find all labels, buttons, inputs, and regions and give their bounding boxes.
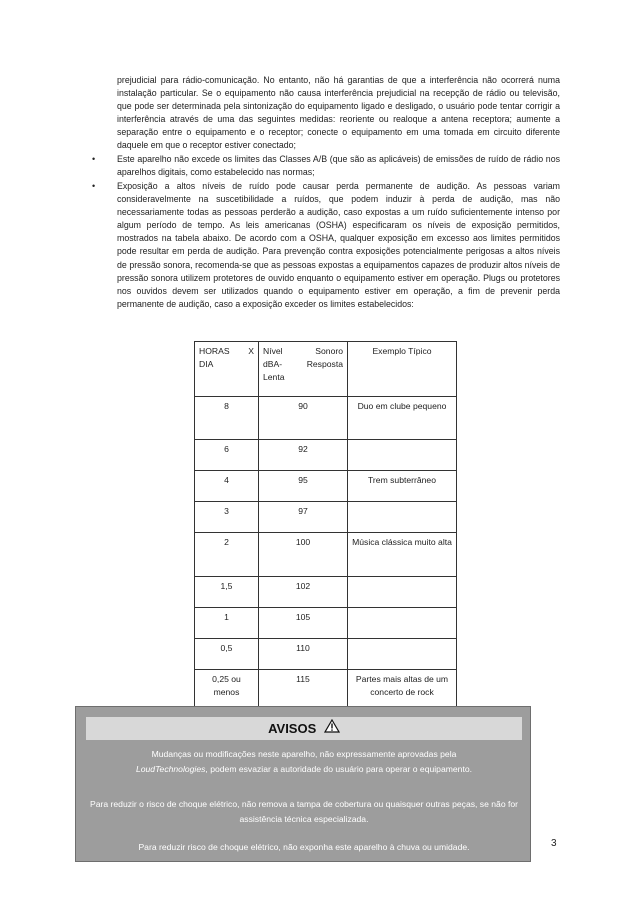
header-exemplo-tipico: Exemplo Típico (348, 342, 457, 397)
cell-exemplo (348, 577, 457, 608)
cell-horas: 8 (195, 397, 259, 440)
cell-exemplo (348, 502, 457, 533)
cell-exemplo: Trem subterrâneo (348, 471, 457, 502)
avisos-title: AVISOS (268, 721, 317, 736)
bullet-glyph: • (92, 154, 96, 164)
cell-exemplo (348, 440, 457, 471)
bullet-item-emissions (92, 153, 560, 179)
warning-triangle-icon (324, 717, 340, 740)
bullet-text: Exposição a altos níveis de ruído pode causar perda permanente de audição. As pessoas variam consideravelmente na suscetibilidade a ruídos, que podem induzir à perda de audição, mas não necessariamente todas as pessoas perderão a audição, caso expostas a um ruído suficientemente intenso por algum período de tempo. As leis americanas (OSHA) especificaram os níveis de exposição permitidos, mostrados na tabela abaixo. De acordo com a OSHA, qualquer exposição em excesso aos limites permitidos pode resultar em perda de audição. Para prevenção contra exposições potencialmente perigosas a altos níveis de pressão sonora, recomenda-se que as pessoas expostas a equipamentos capazes de produzir altos níveis de pressão sonora utilizem protetores de ouvido enquanto o equipamento estiver em operação. Plugs ou protetores nos ouvidos devem ser utilizados quando o equipamento estiver em operação, a fim de prevenir perda permanente de audição, caso a exposição exceder os limites estabelecidos: (117, 181, 560, 309)
cell-horas: 6 (195, 440, 259, 471)
table-row (195, 471, 457, 502)
cell-nivel: 92 (259, 440, 348, 471)
cell-nivel: 115 (259, 670, 348, 723)
page-number: 3 (551, 838, 557, 849)
cell-exemplo (348, 608, 457, 639)
cell-exemplo: Duo em clube pequeno (348, 397, 457, 440)
header-nivel-sonoro: Nível Sonoro dBA- Resposta Lenta (259, 342, 348, 397)
table-row (195, 502, 457, 533)
bullet-glyph: • (92, 181, 96, 191)
aviso-modifications: Mudanças ou modificações neste aparelho, não expressamente aprovadas pela LoudTechnologies, podem esvaziar a autoridade do usuário para operar o equipamento. (135, 749, 473, 774)
cell-horas: 1 (195, 608, 259, 639)
avisos-title-bar (86, 717, 522, 740)
cell-nivel: 90 (259, 397, 348, 440)
table-row (195, 577, 457, 608)
bullet-item-noise-exposure (92, 180, 560, 311)
table-row (195, 397, 457, 440)
cell-horas: 0,25 ou menos (195, 670, 259, 723)
cell-nivel: 97 (259, 502, 348, 533)
table-row (195, 440, 457, 471)
cell-nivel: 95 (259, 471, 348, 502)
table-row (195, 533, 457, 577)
cell-horas: 3 (195, 502, 259, 533)
cell-nivel: 110 (259, 639, 348, 670)
cell-nivel: 102 (259, 577, 348, 608)
table-row (195, 608, 457, 639)
bullet-text: Este aparelho não excede os limites das Classes A/B (que são as aplicáveis) de emissões de ruído de rádio nos aparelhos digitais, como estabelecido nas normas; (117, 154, 560, 178)
continuation-paragraph: prejudicial para rádio-comunicação. No entanto, não há garantias de que a interferência não ocorrerá numa instalação particular. Se o equipamento não causa interferência prejudicial na recepção de rádio ou televisão, que pode ser determinada pela sintonização do equipamento ligado e desligado, o usuário pode tentar corrigir a interferência através de uma das seguintes medidas: reoriente ou realoque a antena receptora; aumente a separação entre o equipamento e o receptor; conecte o equipamento em uma tomada em circuito diferente daquele em que o receptor estiver conectado; (117, 75, 560, 151)
cell-nivel: 100 (259, 533, 348, 577)
cell-nivel: 105 (259, 608, 348, 639)
table-row (195, 639, 457, 670)
cell-horas: 1,5 (195, 577, 259, 608)
aviso-shock-cover: Para reduzir o risco de choque elétrico, não remova a tampa de cobertura ou quaisquer outras peças, se não for assistência técnica especializada. (89, 799, 519, 824)
header-horas-dia: HORAS X DIA (195, 342, 259, 397)
brand-name: LoudTechnologies (135, 764, 206, 774)
avisos-box (75, 706, 531, 862)
cell-horas: 0,5 (195, 639, 259, 670)
cell-exemplo (348, 639, 457, 670)
cell-horas: 4 (195, 471, 259, 502)
cell-exemplo: Música clássica muito alta (348, 533, 457, 577)
table-header-row (195, 342, 457, 397)
aviso-rain-moisture: Para reduzir risco de choque elétrico, não exponha este aparelho à chuva ou umidade. (138, 842, 470, 852)
cell-exemplo: Partes mais altas de um concerto de rock (348, 670, 457, 723)
noise-exposure-table (194, 341, 457, 723)
cell-horas: 2 (195, 533, 259, 577)
